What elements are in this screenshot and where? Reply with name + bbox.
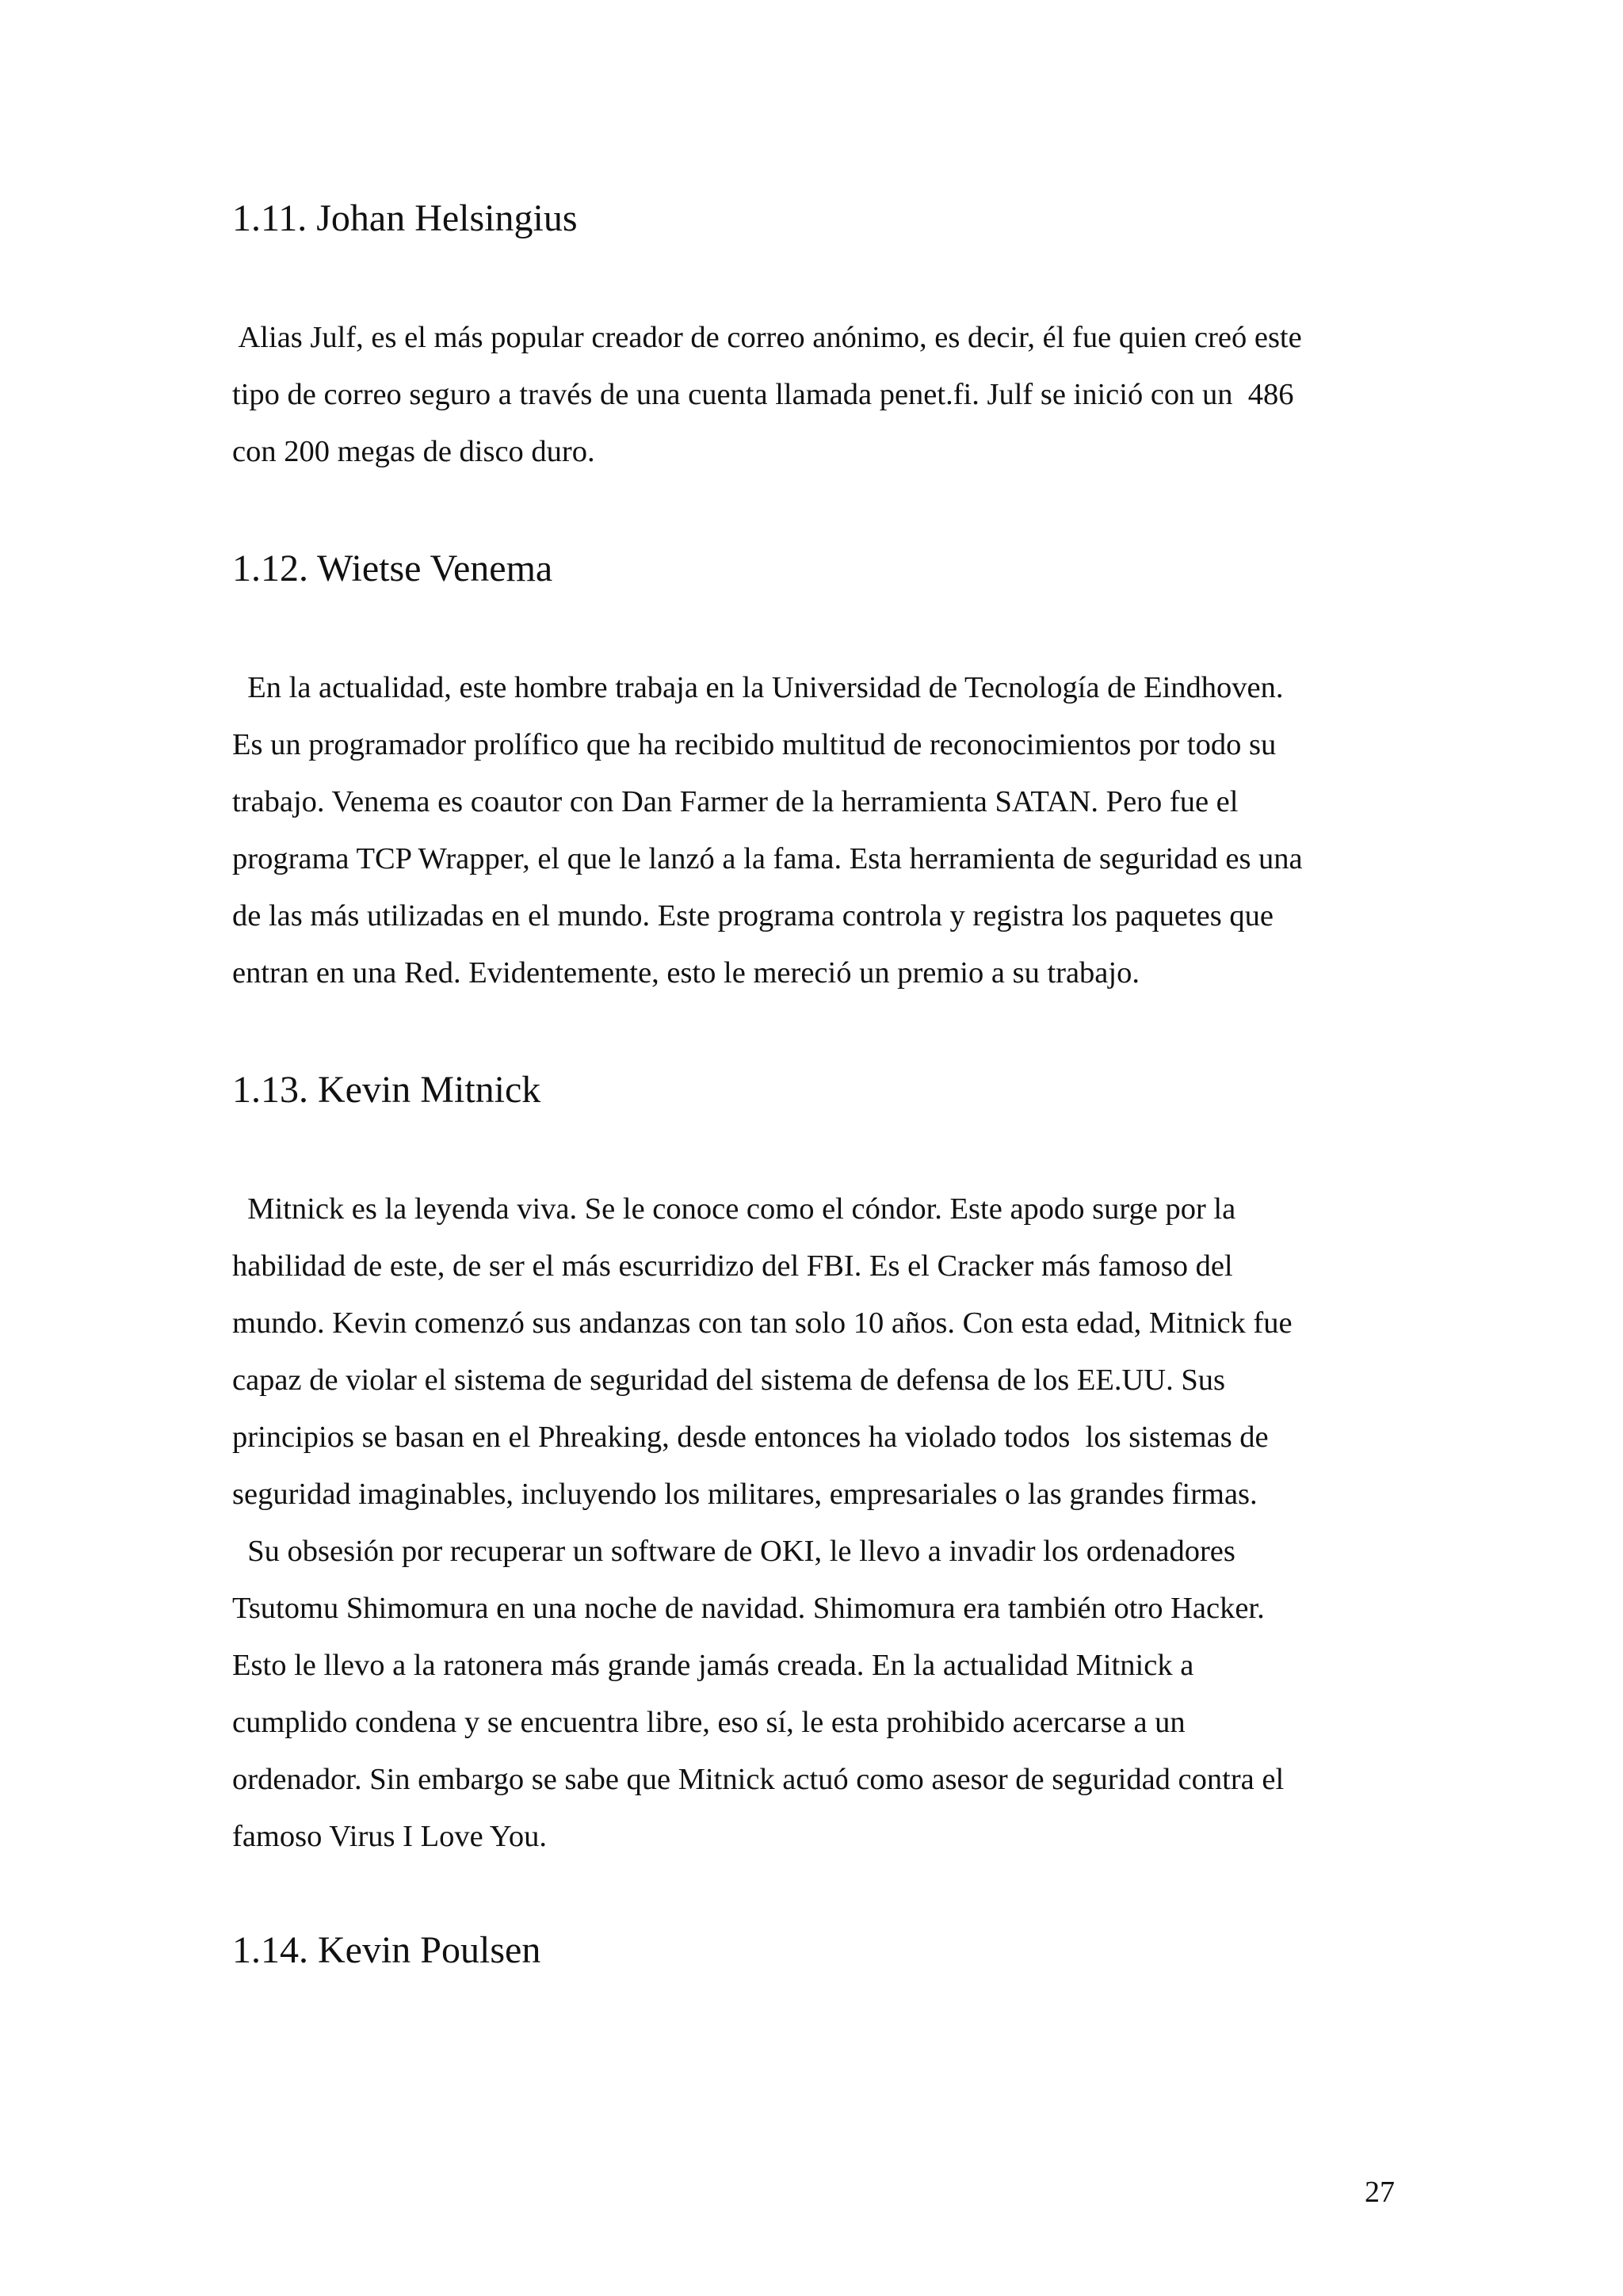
paragraph-line: entran en una Red. Evidentemente, esto le mereció un premio a su trabajo. (232, 956, 1140, 990)
paragraph-line: ordenador. Sin embargo se sabe que Mitnick actuó como asesor de seguridad contra el (232, 1763, 1285, 1796)
section-heading-wietse-venema: 1.12. Wietse Venema (232, 547, 553, 589)
paragraph-line: programa TCP Wrapper, el que le lanzó a la fama. Esta herramienta de seguridad es una (232, 842, 1303, 875)
paragraph-line: Mitnick es la leyenda viva. Se le conoce como el cóndor. Este apodo surge por la (232, 1192, 1236, 1226)
paragraph-line: tipo de correo seguro a través de una cuenta llamada penet.fi. Julf se inició con un 486 (232, 378, 1294, 411)
paragraph-line: mundo. Kevin comenzó sus andanzas con tan solo 10 años. Con esta edad, Mitnick fue (232, 1306, 1293, 1340)
paragraph-line: famoso Virus I Love You. (232, 1820, 547, 1853)
section-heading-kevin-poulsen: 1.14. Kevin Poulsen (232, 1929, 541, 1971)
paragraph-line: Tsutomu Shimomura en una noche de navidad. Shimomura era también otro Hacker. (232, 1592, 1265, 1625)
paragraph-line: principios se basan en el Phreaking, desde entonces ha violado todos los sistemas de (232, 1421, 1269, 1454)
paragraph-line: Su obsesión por recuperar un software de OKI, le llevo a invadir los ordenadores (232, 1535, 1235, 1568)
section-heading-kevin-mitnick: 1.13. Kevin Mitnick (232, 1069, 541, 1111)
paragraph-line: Esto le llevo a la ratonera más grande jamás creada. En la actualidad Mitnick a (232, 1649, 1194, 1682)
paragraph-line: cumplido condena y se encuentra libre, eso sí, le esta prohibido acercarse a un (232, 1706, 1186, 1739)
paragraph-line: Es un programador prolífico que ha recibido multitud de reconocimientos por todo su (232, 728, 1277, 761)
section-heading-johan-helsingius: 1.11. Johan Helsingius (232, 197, 578, 239)
paragraph-line: capaz de violar el sistema de seguridad del sistema de defensa de los EE.UU. Sus (232, 1363, 1225, 1397)
page-number: 27 (1365, 2176, 1395, 2209)
paragraph-line: trabajo. Venema es coautor con Dan Farmer de la herramienta SATAN. Pero fue el (232, 785, 1239, 818)
paragraph-line: de las más utilizadas en el mundo. Este programa controla y registra los paquetes que (232, 899, 1274, 933)
paragraph-line: habilidad de este, de ser el más escurridizo del FBI. Es el Cracker más famoso del (232, 1249, 1233, 1283)
paragraph-line: con 200 megas de disco duro. (232, 435, 595, 468)
paragraph-line: En la actualidad, este hombre trabaja en la Universidad de Tecnología de Eindhoven. (232, 671, 1284, 704)
paragraph-line: seguridad imaginables, incluyendo los militares, empresariales o las grandes firmas. (232, 1478, 1258, 1511)
paragraph-line: Alias Julf, es el más popular creador de correo anónimo, es decir, él fue quien creó este (232, 321, 1302, 354)
